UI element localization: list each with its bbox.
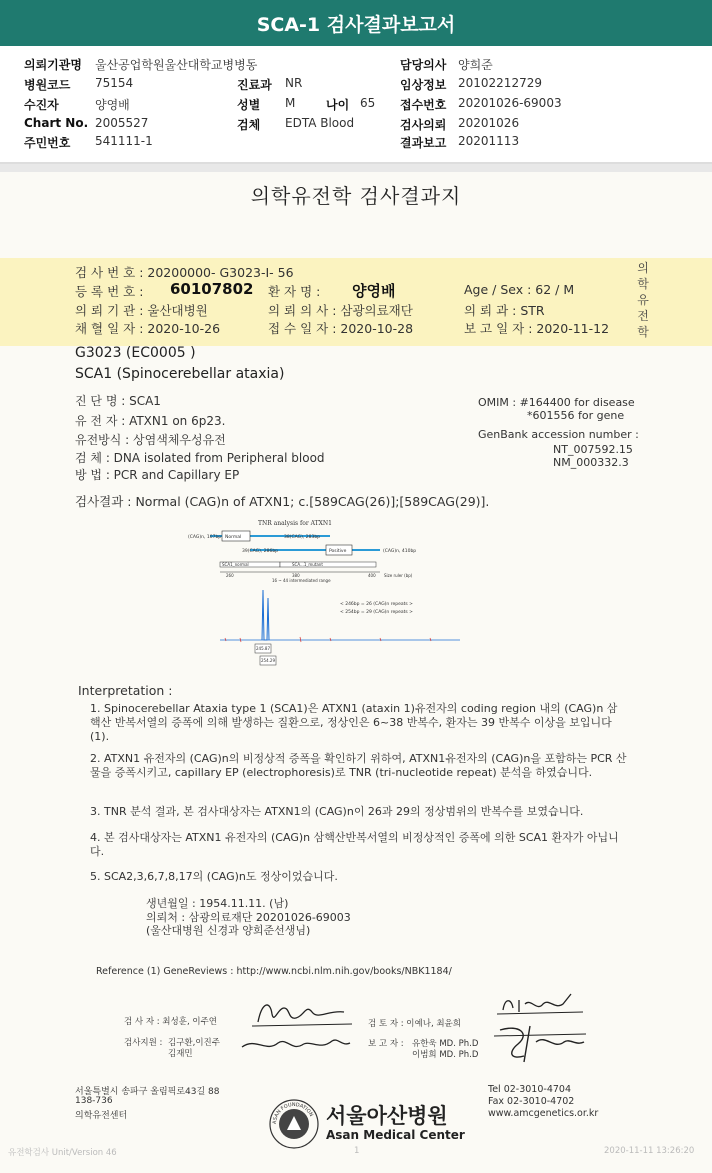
normal-box-label: Normal <box>225 535 242 540</box>
footer-version: 유전학검사 Unit/Version 46 <box>8 1148 117 1158</box>
tel: Tel 02-3010-4704 <box>488 1084 571 1095</box>
patient-band <box>0 258 712 346</box>
test-number: 검 사 번 호 : 20200000- G3023-I- 56 <box>75 265 294 280</box>
footer-page: 1 <box>354 1146 360 1156</box>
genbank-nm: NM_000332.3 <box>553 456 629 469</box>
reference: Reference (1) GeneReviews : http://www.ncbi.nlm.nih.gov/books/NBK1184/ <box>96 966 452 977</box>
address-2: 138-736 <box>75 1096 113 1106</box>
clinical-label: 임상정보 <box>400 78 447 92</box>
vertical-char: 의 <box>637 261 649 275</box>
ruler-380: 380 <box>292 573 300 578</box>
band-patient-name: 양영배 <box>352 282 396 300</box>
receipt-label: 접수번호 <box>400 98 447 112</box>
report-value: 20201113 <box>458 134 520 148</box>
specimen: 검 체 : DNA isolated from Peripheral blood <box>75 451 325 465</box>
ruler-260: 260 <box>226 573 234 578</box>
hospital-code-label: 병원코드 <box>24 78 71 92</box>
hospital-logo-english: Asan Medical Center <box>326 1128 465 1142</box>
genbank-nt: NT_007592.15 <box>553 443 633 456</box>
sca-normal-label: SCA1_normal <box>222 562 249 567</box>
interpretation-label: Interpretation : <box>78 683 173 698</box>
collect-date: 채 혈 일 자 : 2020-10-26 <box>75 321 221 336</box>
omim-gene: *601556 for gene <box>527 409 625 422</box>
size-markers <box>225 637 431 642</box>
divider <box>0 164 712 172</box>
interpretation-1: 1. Spinocerebellar Ataxia type 1 (SCA1)은 ATXN1 (ataxin 1)유전자의 coding region 내의 (CAG)n 삼핵산 반복서열의 증폭에 의해 발생하는 질환으로, 정상인은 6~38 반복수, 환자는 39 반복수 이상을 보입니다(1). <box>90 702 618 743</box>
vertical-label <box>636 260 650 340</box>
figure-title: TNR analysis for ATXN1 <box>258 520 332 527</box>
ruler-400: 400 <box>368 573 376 578</box>
age-sex: Age / Sex : 62 / M <box>464 282 575 297</box>
signature-supervisor <box>236 1027 356 1061</box>
patient-value: 양영배 <box>95 98 130 112</box>
inheritance: 유전방식 : 상염색체우성유전 <box>75 433 226 447</box>
band-dept: 의 뢰 과 : STR <box>464 303 545 318</box>
hospital-code-value: 75154 <box>95 76 134 90</box>
requester: 의뢰처 : 삼광의료재단 20201026-69003 <box>146 911 351 924</box>
patient-label: 수진자 <box>24 98 59 112</box>
reg-label: 등 록 번 호 : <box>75 284 144 299</box>
report-title: SCA-1 검사결과보고서 <box>0 0 712 46</box>
report-header <box>0 46 712 164</box>
reporter-1: 유한욱 MD. Ph.D <box>412 1039 479 1049</box>
signature-reviewer <box>495 990 585 1020</box>
report-date: 보 고 일 자 : 2020-11-12 <box>464 321 610 336</box>
figure-label-4: (CAG)n, 410bp <box>383 549 417 554</box>
sex-value: M <box>285 96 296 110</box>
legend-254bp: < 254bp = 29 (CAG)n repeats > <box>340 610 413 615</box>
reviewer: 검 토 자 : 이예나, 최윤희 <box>368 1019 461 1029</box>
peak-label-1: 245.87 <box>256 646 270 651</box>
institution-value: 울산공업학원울산대학교병병동 <box>95 58 258 72</box>
tnr-figure <box>180 516 470 670</box>
clinical-value: 20102212729 <box>458 76 542 90</box>
signature-reporter <box>490 1020 590 1064</box>
figure-label-1: (CAG)n, 107bp <box>188 535 222 540</box>
test-result: 검사결과 : Normal (CAG)n of ATXN1; c.[589CAG(26)];[589CAG(29)]. <box>75 494 490 509</box>
birth-date: 생년월일 : 1954.11.11. (남) <box>146 897 289 910</box>
sex-label: 성별 <box>237 98 261 112</box>
age-label: 나이 <box>326 98 350 112</box>
supervisor-1: 김구환,이진주 <box>168 1038 220 1048</box>
asan-foundation-seal <box>268 1098 320 1150</box>
band-institution: 의 뢰 기 관 : 울산대병원 <box>75 303 208 318</box>
method: 방 법 : PCR and Capillary EP <box>75 468 240 482</box>
requester-detail: (울산대병원 신경과 양희준선생님) <box>146 924 311 937</box>
positive-box-label: Positive <box>329 549 347 554</box>
vertical-char: 전 <box>637 309 649 323</box>
hospital-logo-korean: 서울아산병원 <box>326 1104 448 1128</box>
rrn-value: 541111-1 <box>95 134 153 148</box>
gene: 유 전 자 : ATXN1 on 6p23. <box>75 414 226 428</box>
size-ruler-label: Size ruler (bp) <box>384 573 413 578</box>
scanned-document <box>0 172 712 1173</box>
test-name: SCA1 (Spinocerebellar ataxia) <box>75 366 285 382</box>
chart-value: 2005527 <box>95 116 149 130</box>
vertical-char: 학 <box>637 325 649 339</box>
dept-label: 진료과 <box>237 78 272 92</box>
dept-value: NR <box>285 76 303 90</box>
interpretation-3: 3. TNR 분석 결과, 본 검사대상자는 ATXN1의 (CAG)n이 26과 29의 정상범위의 반복수를 보였습니다. <box>90 805 584 818</box>
reporter-label: 보 고 자 : <box>368 1039 404 1049</box>
fax: Fax 02-3010-4702 <box>488 1096 575 1107</box>
figure-label-2: 38(CAG), 283bp <box>284 535 321 540</box>
reg-number: 60107802 <box>170 280 254 298</box>
doctor-value: 양희준 <box>458 58 493 72</box>
doctor-label: 담당의사 <box>400 58 447 72</box>
age-value: 65 <box>360 96 376 110</box>
examiner: 검 사 자 : 최성훈, 이주연 <box>124 1017 217 1027</box>
report-label: 결과보고 <box>400 136 447 150</box>
svg-text:ASAN FOUNDATION: ASAN FOUNDATION <box>271 1101 315 1125</box>
address-1: 서울특별시 송파구 올림픽로43길 88 <box>75 1087 220 1097</box>
address-3: 의학유전센터 <box>75 1111 128 1121</box>
document-title: 의학유전학 검사결과지 <box>250 184 462 208</box>
omim-disease: OMIM : #164400 for disease <box>478 396 635 409</box>
interpretation-4: 4. 본 검사대상자는 ATXN1 유전자의 (CAG)n 삼핵산반복서열의 비정상적인 증폭에 의한 SCA1 환자가 아닙니다. <box>90 831 619 858</box>
interpretation-5: 5. SCA2,3,6,7,8,17의 (CAG)n도 정상이었습니다. <box>90 870 338 883</box>
vertical-char: 학 <box>637 277 649 291</box>
receipt-value: 20201026-69003 <box>458 96 562 110</box>
request-value: 20201026 <box>458 116 520 130</box>
vertical-char: 유 <box>637 293 649 307</box>
interpretation-2: 2. ATXN1 유전자의 (CAG)n의 비정상적 증폭을 확인하기 위하여, ATXN1유전자의 (CAG)n을 포함하는 PCR 산물을 증폭시키고, capillary EP (electrophoresis)로 TNR (tri-nucleotide repeat) 분석을 하였습니다. <box>90 752 627 779</box>
request-label: 검사의뢰 <box>400 118 447 132</box>
trace-peaks <box>262 590 269 640</box>
band-doctor: 의 뢰 의 사 : 삼광의료재단 <box>268 303 413 318</box>
genbank-label: GenBank accession number : <box>478 428 639 441</box>
specimen-value: EDTA Blood <box>285 116 355 130</box>
rrn-label: 주민번호 <box>24 136 71 150</box>
supervisor-2: 김재민 <box>168 1049 193 1059</box>
band-patient-label: 환 자 명 : <box>268 284 321 299</box>
institution-label: 의뢰기관명 <box>24 58 82 72</box>
reporter-2: 이범희 MD. Ph.D <box>412 1050 479 1060</box>
specimen-label: 검체 <box>237 118 261 132</box>
test-code: G3023 (EC0005 ) <box>75 345 196 361</box>
legend-246bp: < 246bp = 26 (CAG)n repeats > <box>340 602 413 607</box>
sca-mutant-label: SCA...1_mutant <box>292 562 323 567</box>
receive-date: 접 수 일 자 : 2020-10-28 <box>268 321 414 336</box>
chart-label: Chart No. <box>24 116 89 130</box>
supervisor-label: 검사지원 : <box>124 1038 163 1048</box>
peak-label-2: 254.29 <box>261 658 275 663</box>
figure-label-3: 39(CAG), 286bp <box>242 549 279 554</box>
website: www.amcgenetics.or.kr <box>488 1108 599 1119</box>
intermediate-range: 16 ~ 44 intermediated range <box>272 578 331 583</box>
diagnosis: 진 단 명 : SCA1 <box>75 394 161 408</box>
footer-date: 2020-11-11 13:26:20 <box>604 1146 695 1156</box>
